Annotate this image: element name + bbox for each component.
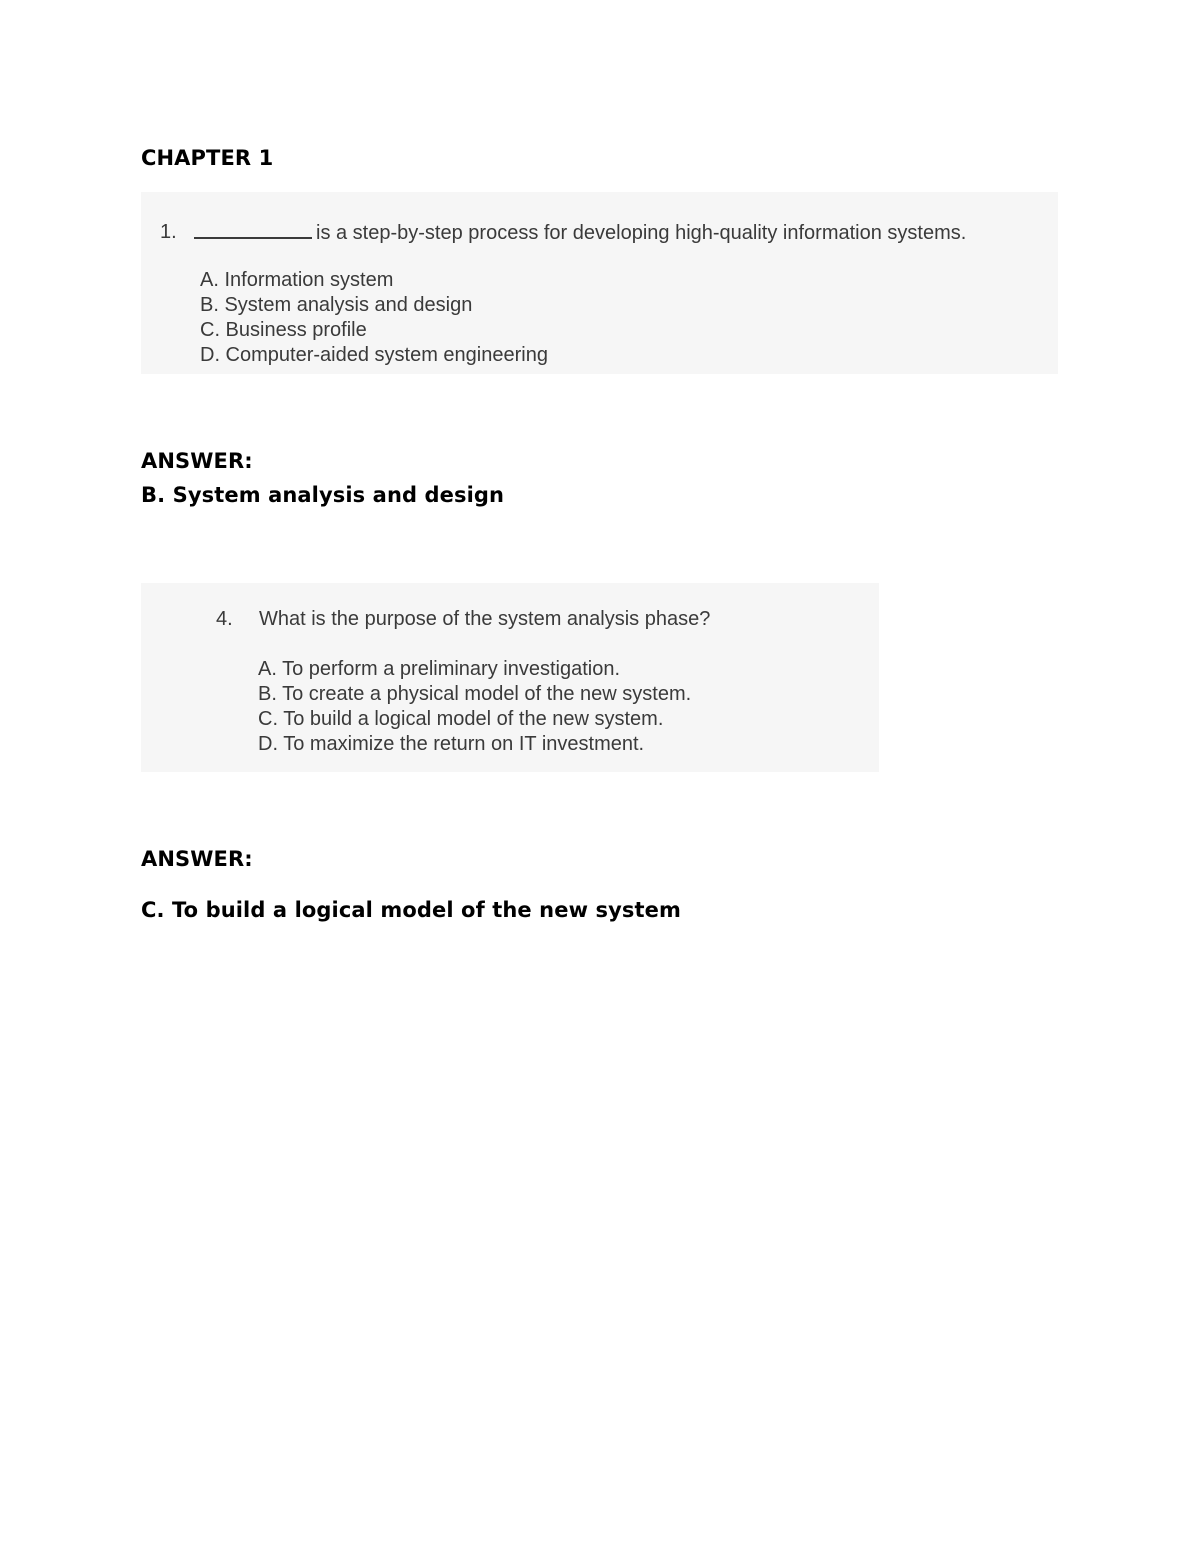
question-4-option-b: B. To create a physical model of the new system. bbox=[258, 683, 692, 705]
question-4-option-d: D. To maximize the return on IT investment. bbox=[258, 733, 645, 755]
question-1-option-c: C. Business profile bbox=[200, 319, 367, 341]
answer-4-text: C. To build a logical model of the new system bbox=[141, 898, 681, 922]
chapter-title: CHAPTER 1 bbox=[141, 146, 274, 170]
question-1-option-a: A. Information system bbox=[200, 269, 394, 291]
question-4-option-c: C. To build a logical model of the new system. bbox=[258, 708, 664, 730]
question-1-option-b: B. System analysis and design bbox=[200, 294, 473, 316]
question-4-option-a: A. To perform a preliminary investigation. bbox=[258, 658, 621, 680]
question-1-number: 1. bbox=[160, 221, 177, 243]
answer-4-label: ANSWER: bbox=[141, 847, 253, 871]
question-4-number: 4. bbox=[216, 608, 233, 630]
question-4-options bbox=[258, 657, 691, 757]
question-1-prompt: is a step-by-step process for developing high-quality information systems. bbox=[316, 222, 967, 244]
question-1-option-d: D. Computer-aided system engineering bbox=[200, 344, 548, 366]
answer-1-label: ANSWER: bbox=[141, 449, 253, 473]
question-1-options bbox=[200, 268, 548, 368]
answer-blank bbox=[194, 223, 312, 239]
answer-1-text: B. System analysis and design bbox=[141, 483, 505, 507]
question-1-box bbox=[141, 192, 1058, 374]
question-1-prompt-line bbox=[194, 222, 966, 245]
question-4-prompt: What is the purpose of the system analysis phase? bbox=[259, 608, 711, 630]
question-4-box bbox=[141, 583, 879, 772]
